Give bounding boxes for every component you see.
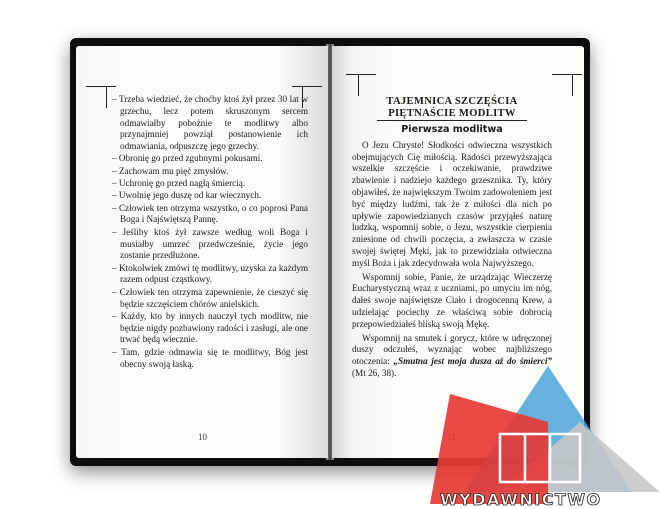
- prayer-paragraph: Wspomnij sobie, Panie, że urządzając Wieczerzę Eucharystyczną wraz z uczniami, po umyciu im nóg, dałeś swoje najświętsze Ciało i drogocenną Krew, a udzielając pociechy ze właściwą sobie dobrocią przepowiedziałeś bliską swoją Mękę.: [352, 271, 552, 329]
- chapter-title-line1: TAJEMNICA SZCZĘŚCIA: [386, 96, 518, 107]
- promise-item: – Człowiek ten otrzyma wszystko, o co poprosi Pana Boga i Najświętszą Pannę.: [112, 202, 308, 225]
- promise-item: – Zachowam mu pięć zmysłów.: [112, 165, 229, 176]
- promise-item: – Każdy, kto by innych nauczył tych modlitw, nie będzie nigdy pozbawiony radości i zasługi, ale one trwać będą wiecznie.: [112, 310, 308, 345]
- prayer-paragraph: O Jezu Chryste! Słodkości odwieczna wszystkich obejmujących Cię miłością. Radości przewyższająca wszelkie szczęście i oczekiwanie, prawdziwe zbawienie i nadziejo każdego grzesznika. Ty, który objawiłeś, że największym Twoim zadowoleniem jest być między ludźmi, tak że z miłości dla nich po upływie zapowiedzianych czasów przyjąłeś naturę ludzką, wspomnij sobie, o Jezu, wszystkie cierpienia zniesione od chwili poczęcia, a zwłaszcza w czasie swojej świętej Męki, jak to przewidziała odwieczna myśl Boża i jak zdecydowała wola Najwyższego.: [352, 139, 552, 268]
- bible-quote: „Smutna jest moja dusza aż do śmierci”: [393, 356, 552, 367]
- promise-item: – Uwolnię jego duszę od kar wiecznych.: [112, 190, 262, 201]
- promise-item: – Tam, gdzie odmawia się te modlitwy, Bóg jest obecny swoją łaską.: [112, 346, 308, 369]
- left-page: [76, 46, 328, 458]
- crop-mark-top-right: [554, 74, 576, 96]
- promise-item: – Uchronię go przed nagłą śmiercią.: [112, 178, 246, 189]
- publisher-logo: [430, 322, 660, 509]
- promise-item: – Obronię go przed zgubnymi pokusami.: [112, 153, 263, 164]
- left-page-text: [112, 94, 308, 371]
- promise-item: – Człowiek ten otrzyma zapewnienie, że cieszyć się będzie szczęściem chórów anielskich.: [112, 286, 308, 309]
- bible-reference: (Mt 26, 38).: [352, 367, 397, 378]
- chapter-title-line2: PIĘTNAŚCIE MODLITW: [388, 107, 516, 119]
- publisher-logo-graphic: [430, 322, 660, 509]
- paragraph-text: Wspomnij na smutek i gorycz, które w udręczonej duszy odczułeś, wyznając wobec najbliższego otoczenia:: [352, 332, 552, 367]
- page-number-left: 10: [198, 432, 207, 442]
- promise-item: – Ktokolwiek zmówi tę modlitwy, uzyska za każdym razem odpust cząstkowy.: [112, 262, 308, 285]
- promise-item: – Trzeba wiedzieć, że choćby ktoś żył przez 30 lat w grzechu, lecz potem skruszonym sercem odmawiałby pobożnie te modlitwy albo przynajmniej powziął postanowienie ich odmawiania, odpuszczę jego grzechy.: [112, 94, 308, 152]
- promise-item: – Jeśliby ktoś żył zawsze według woli Boga i musiałby umrzeć przedwcześnie, życie jego zostanie przedłużone.: [112, 226, 308, 261]
- title-underline: [377, 120, 527, 121]
- crop-mark-top-left: [348, 74, 370, 96]
- publisher-logo-text: WYDAWNICTWO: [440, 490, 602, 509]
- prayer-subtitle: Pierwsza modlitwa: [401, 124, 503, 135]
